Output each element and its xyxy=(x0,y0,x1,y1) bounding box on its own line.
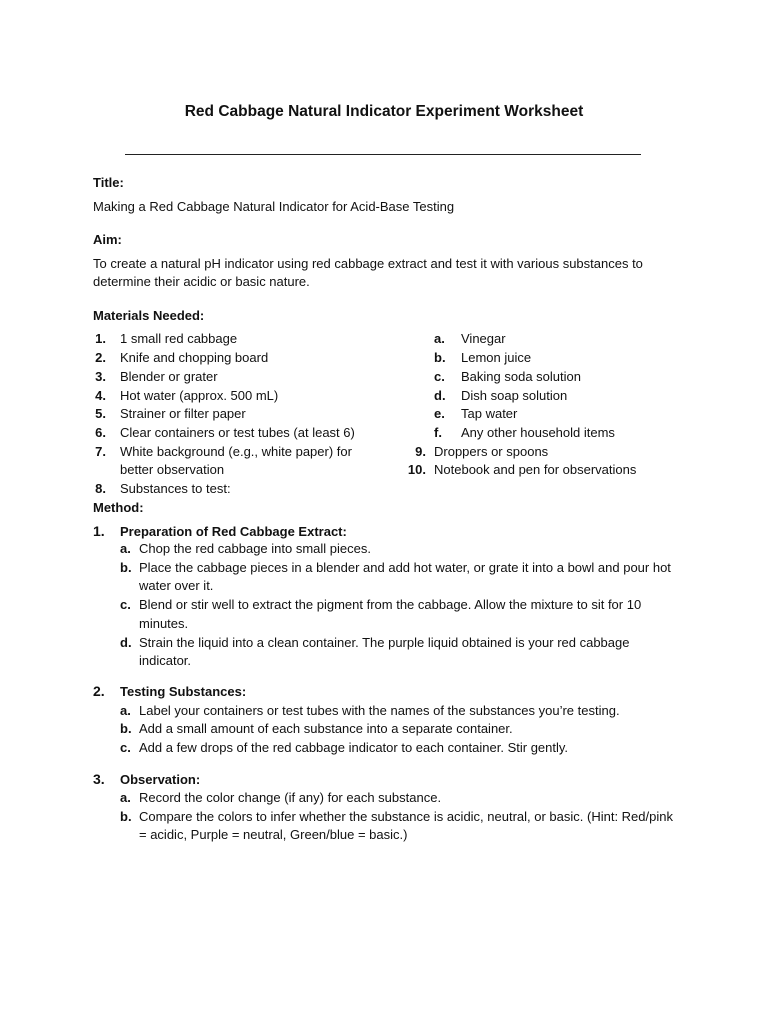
title-label: Title: xyxy=(93,175,124,190)
method-section-heading: Testing Substances: xyxy=(120,684,247,699)
substance-letter: d. xyxy=(434,388,446,403)
step-text-continued: indicator. xyxy=(139,653,192,668)
step-letter: c. xyxy=(120,597,131,612)
step-text: Place the cabbage pieces in a blender and add hot water, or grate it into a bowl and pour hot xyxy=(139,560,671,575)
material-item-continued: better observation xyxy=(120,462,225,477)
substance-letter: f. xyxy=(434,425,442,440)
step-letter: d. xyxy=(120,635,132,650)
substance-item: Dish soap solution xyxy=(461,388,568,403)
name-line xyxy=(125,154,641,155)
substance-item: Baking soda solution xyxy=(461,369,581,384)
material-item: Blender or grater xyxy=(120,369,218,384)
materials-label: Materials Needed: xyxy=(93,308,205,323)
material-item: White background (e.g., white paper) for xyxy=(120,444,352,459)
method-section-heading: Observation: xyxy=(120,772,201,787)
material-number: 4. xyxy=(95,388,106,403)
step-letter: c. xyxy=(120,740,131,755)
step-letter: a. xyxy=(120,790,131,805)
step-text: Compare the colors to infer whether the substance is acidic, neutral, or basic. (Hint: Red/pink xyxy=(139,809,673,824)
step-letter: b. xyxy=(120,721,132,736)
material-number: 7. xyxy=(95,444,106,459)
material-number: 10. xyxy=(407,462,426,477)
substance-letter: e. xyxy=(434,406,445,421)
material-number: 2. xyxy=(95,350,106,365)
substance-item: Tap water xyxy=(461,406,518,421)
material-number: 3. xyxy=(95,369,106,384)
aim-text-line-1: To create a natural pH indicator using red cabbage extract and test it with various substances to xyxy=(93,256,643,271)
material-number: 6. xyxy=(95,425,106,440)
substance-item: Vinegar xyxy=(461,331,506,346)
step-text: Blend or stir well to extract the pigment from the cabbage. Allow the mixture to sit for 10 xyxy=(139,597,642,612)
substance-item: Any other household items xyxy=(461,425,615,440)
step-text: Add a small amount of each substance into a separate container. xyxy=(139,721,513,736)
material-number: 9. xyxy=(415,444,426,459)
material-number: 8. xyxy=(95,481,106,496)
material-number: 1. xyxy=(95,331,106,346)
step-text-continued: water over it. xyxy=(139,578,214,593)
step-letter: a. xyxy=(120,703,131,718)
step-text: Strain the liquid into a clean container. The purple liquid obtained is your red cabbage xyxy=(139,635,630,650)
method-label: Method: xyxy=(93,500,144,515)
material-number: 5. xyxy=(95,406,106,421)
step-text: Chop the red cabbage into small pieces. xyxy=(139,541,371,556)
step-letter: b. xyxy=(120,809,132,824)
method-section-number: 3. xyxy=(93,771,105,787)
aim-label: Aim: xyxy=(93,232,122,247)
aim-text-line-2: determine their acidic or basic nature. xyxy=(93,274,310,289)
step-letter: a. xyxy=(120,541,131,556)
method-section-number: 2. xyxy=(93,683,105,699)
substance-letter: a. xyxy=(434,331,445,346)
method-section-number: 1. xyxy=(93,523,105,539)
step-text: Label your containers or test tubes with the names of the substances you’re testing. xyxy=(139,703,620,718)
material-item: Clear containers or test tubes (at least 6) xyxy=(120,425,355,440)
step-text-continued: = acidic, Purple = neutral, Green/blue = basic.) xyxy=(139,827,408,842)
step-text: Record the color change (if any) for each substance. xyxy=(139,790,442,805)
material-item: 1 small red cabbage xyxy=(120,331,238,346)
material-item: Notebook and pen for observations xyxy=(434,462,637,477)
substance-letter: c. xyxy=(434,369,445,384)
title-text: Making a Red Cabbage Natural Indicator for Acid-Base Testing xyxy=(93,199,455,214)
substance-item: Lemon juice xyxy=(461,350,532,365)
material-item: Droppers or spoons xyxy=(434,444,549,459)
step-text-continued: minutes. xyxy=(139,616,189,631)
document-title: Red Cabbage Natural Indicator Experiment Worksheet xyxy=(184,103,584,120)
material-item: Hot water (approx. 500 mL) xyxy=(120,388,279,403)
step-text: Add a few drops of the red cabbage indicator to each container. Stir gently. xyxy=(139,740,569,755)
substance-letter: b. xyxy=(434,350,446,365)
material-item: Knife and chopping board xyxy=(120,350,269,365)
material-item: Strainer or filter paper xyxy=(120,406,246,421)
step-letter: b. xyxy=(120,560,132,575)
method-section-heading: Preparation of Red Cabbage Extract: xyxy=(120,524,347,539)
material-item: Substances to test: xyxy=(120,481,231,496)
